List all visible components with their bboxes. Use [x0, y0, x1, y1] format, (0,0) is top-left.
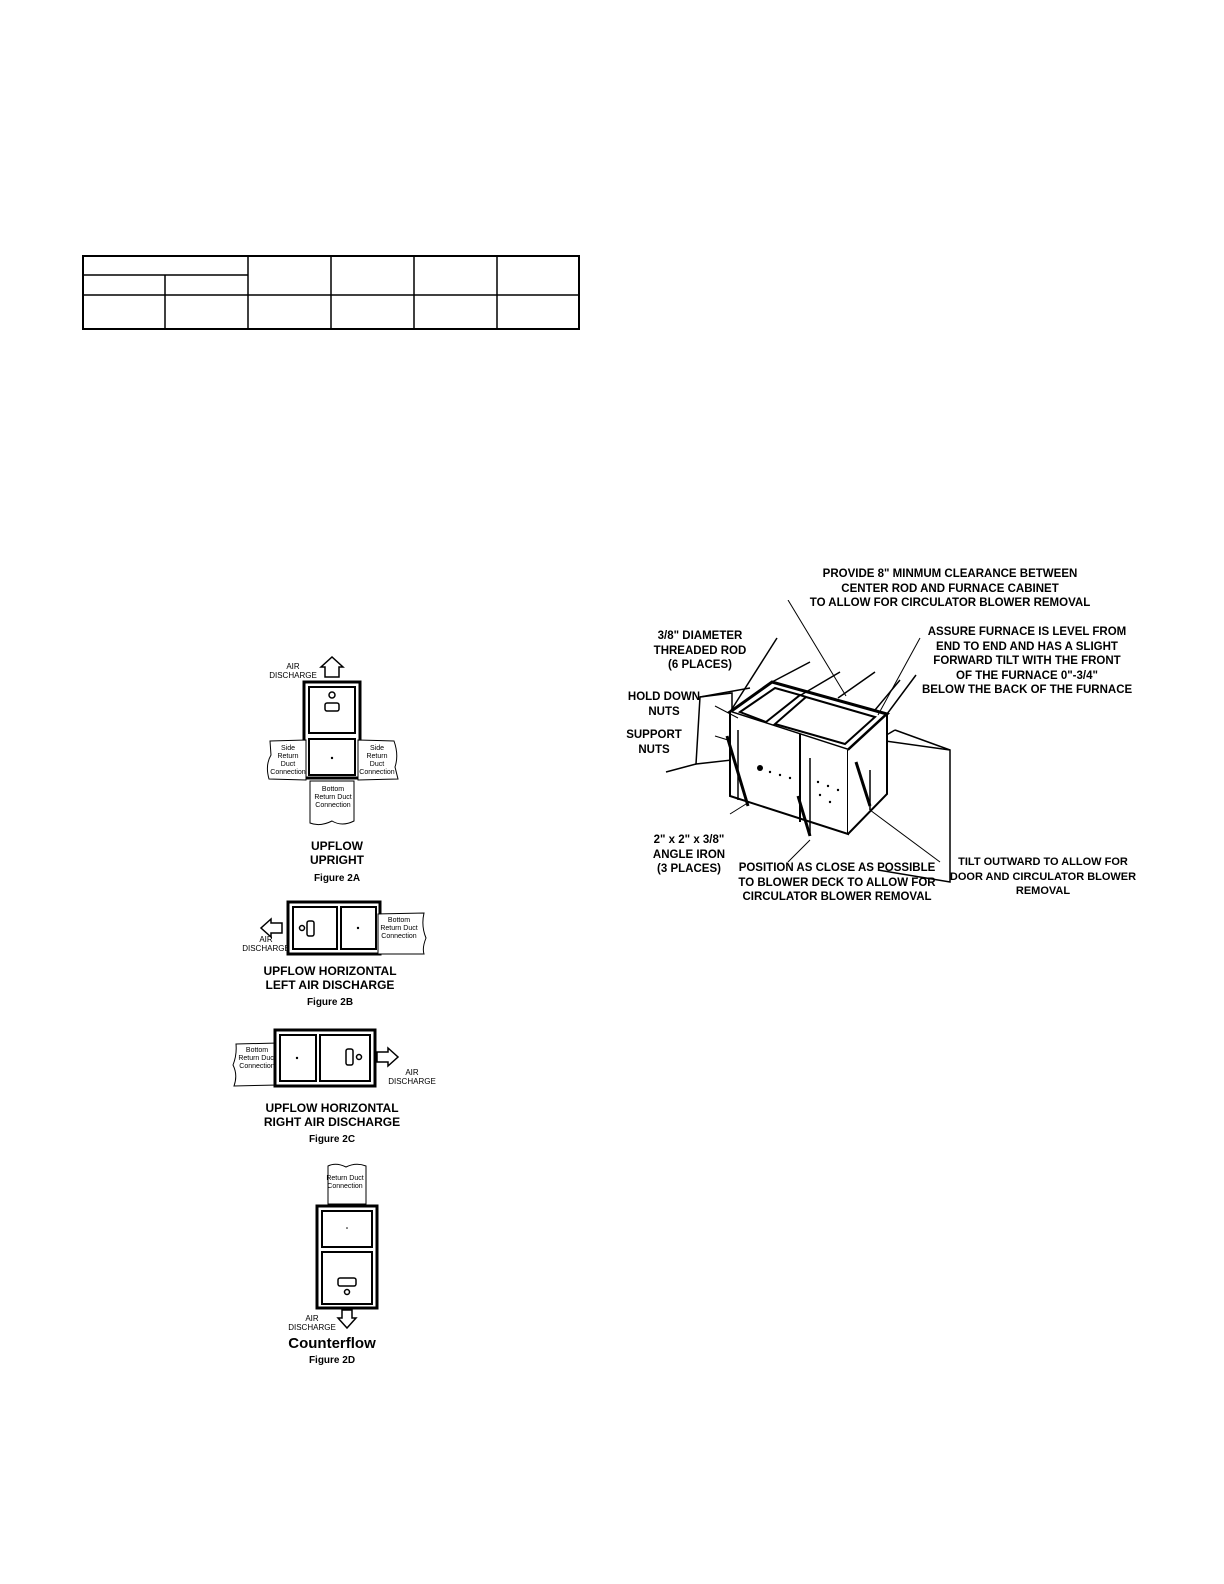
threaded-rod-label: 3/8" DIAMETER THREADED ROD (6 PLACES)	[653, 630, 747, 671]
tilt-note: TILT OUTWARD TO ALLOW FOR DOOR AND CIRCULATOR BLOWER REMOVAL	[949, 856, 1137, 897]
figure-2d-label: Figure 2D	[308, 1355, 356, 1366]
figure-2a-label: Figure 2A	[313, 873, 361, 884]
hold-down-nuts-label: HOLD DOWN NUTS	[627, 691, 701, 718]
support-nuts-label: SUPPORT NUTS	[626, 729, 682, 756]
figure-2b-title-line1: UPFLOW HORIZONTAL	[263, 964, 397, 978]
air-discharge-label: AIR DISCHARGE	[269, 662, 317, 680]
figure-2c-title-line1: UPFLOW HORIZONTAL	[265, 1101, 399, 1115]
air-discharge-label: AIR DISCHARGE	[288, 1314, 336, 1332]
angle-iron-label: 2" x 2" x 3/8" ANGLE IRON (3 PLACES)	[652, 834, 726, 875]
clearance-note: PROVIDE 8" MINMUM CLEARANCE BETWEEN CENTER ROD AND FURNACE CABINET TO ALLOW FOR CIRCULATOR BLOWER REMOVAL	[809, 568, 1091, 609]
figure-2a-title-line2: UPRIGHT	[310, 853, 364, 867]
bottom-return-label: Bottom Return Duct Connection	[238, 1047, 276, 1070]
figure-2b-label: Figure 2B	[306, 997, 354, 1008]
figure-2c-title-line2: RIGHT AIR DISCHARGE	[263, 1115, 401, 1129]
level-note: ASSURE FURNACE IS LEVEL FROM END TO END AND HAS A SLIGHT FORWARD TILT WITH THE FRONT OF THE FURNACE 0"-3/4" BELOW THE BACK OF THE FURNACE	[922, 626, 1133, 696]
side-return-right-label: Side Return Duct Connection	[359, 745, 395, 776]
bottom-return-label: Bottom Return Duct Connection	[380, 917, 418, 940]
figure-2d-title: Counterflow	[288, 1335, 376, 1352]
air-discharge-label: AIR DISCHARGE	[388, 1068, 436, 1086]
figure-2a-title-line1: UPFLOW	[311, 839, 363, 853]
figure-2b-title-line2: LEFT AIR DISCHARGE	[265, 978, 395, 992]
bottom-return-label: Bottom Return Duct Connection	[314, 786, 352, 809]
side-return-left-label: Side Return Duct Connection	[270, 745, 306, 776]
air-discharge-label: AIR DISCHARGE	[242, 935, 290, 953]
blank-table	[82, 255, 580, 330]
return-duct-label: Return Duct Connection	[326, 1175, 364, 1190]
figure-2c-label: Figure 2C	[308, 1134, 356, 1145]
position-note: POSITION AS CLOSE AS POSSIBLE TO BLOWER DECK TO ALLOW FOR CIRCULATOR BLOWER REMOVAL	[738, 862, 936, 903]
